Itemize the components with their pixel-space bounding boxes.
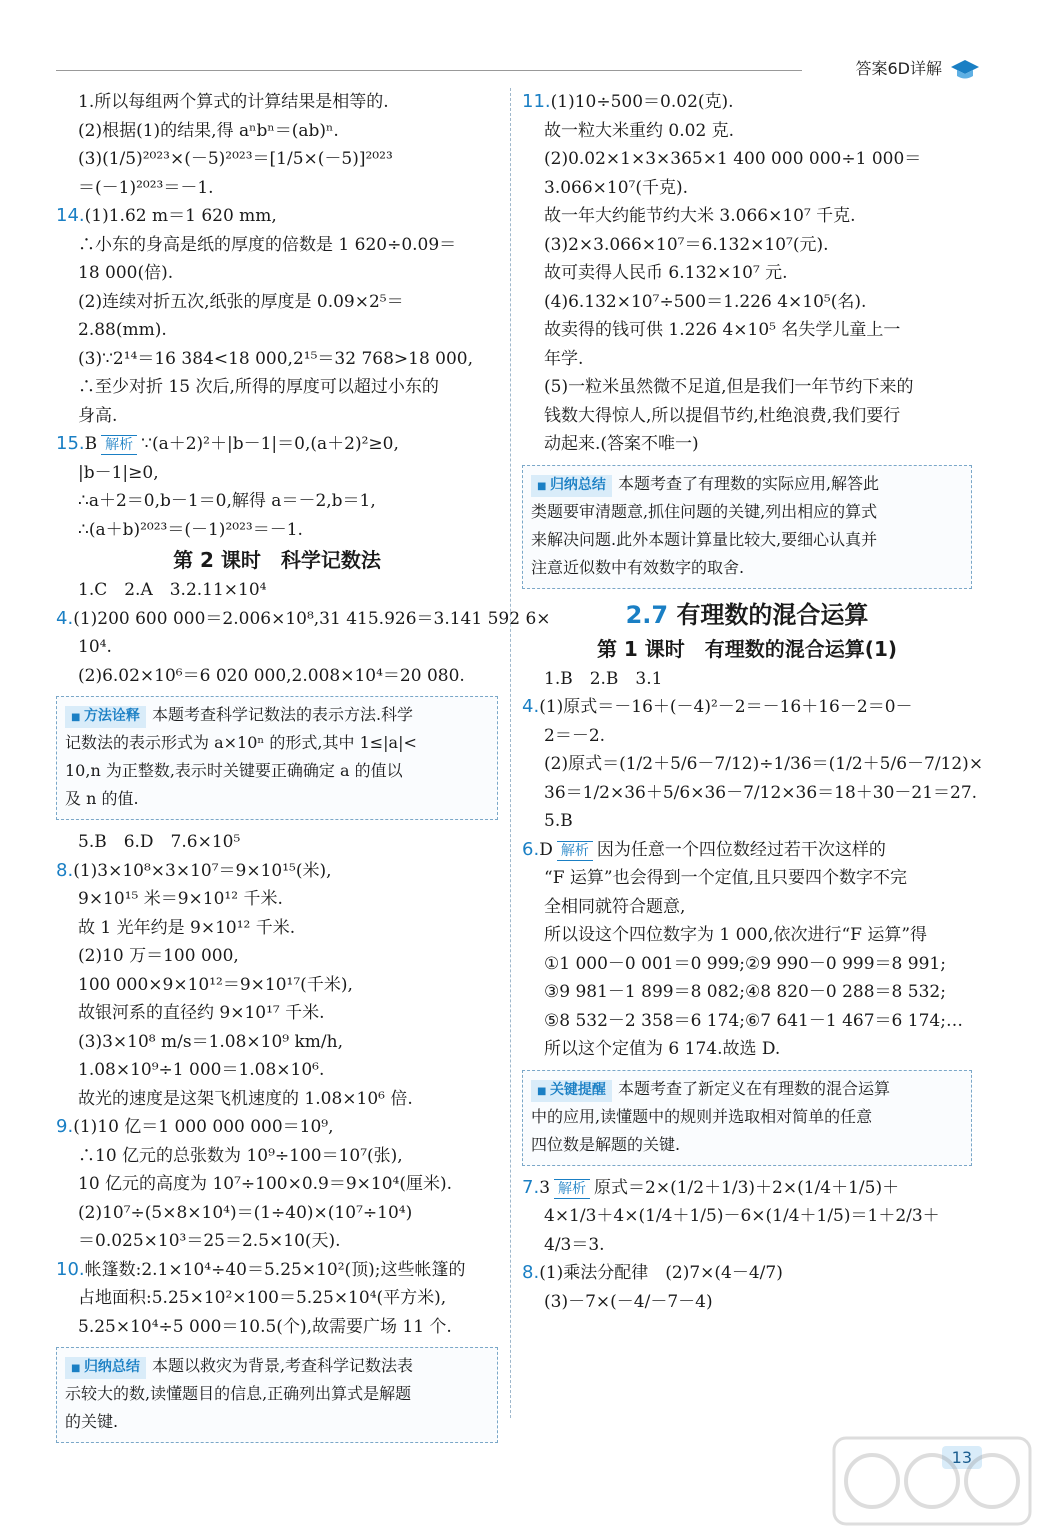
box-text: 本题考查了有理数的实际应用,解答此 bbox=[617, 473, 880, 493]
box-tag: ■ 方法诠释 bbox=[65, 706, 146, 728]
text-line bbox=[522, 1288, 972, 1317]
box-line bbox=[65, 757, 489, 785]
line-text: (2)原式＝(1/2＋5/6－7/12)÷1/36＝(1/2＋5/6－7/12)× bbox=[544, 754, 984, 774]
text-line bbox=[56, 942, 498, 971]
line-text: ⑤8 532－2 358＝6 174;⑥7 641－1 467＝6 174;… bbox=[544, 1010, 963, 1031]
line-text: (3)3×10⁸ m/s＝1.08×10⁹ km/h, bbox=[78, 1031, 344, 1052]
text-line bbox=[522, 750, 984, 779]
line-text: 故可卖得人民币 6.132×10⁷ 元. bbox=[544, 263, 788, 283]
line-text: 故一年大约能节约大米 3.066×10⁷ 千克. bbox=[544, 206, 856, 226]
box-line bbox=[65, 1352, 489, 1380]
text-line bbox=[522, 1202, 972, 1231]
line-text: 故一粒大米重约 0.02 克. bbox=[544, 120, 735, 141]
text-line bbox=[56, 373, 498, 402]
line-text: 1.08×10⁹÷1 000＝1.08×10⁶. bbox=[78, 1060, 325, 1080]
line-text: (3)∵2¹⁴＝16 384<18 000,2¹⁵＝32 768>18 000, bbox=[78, 348, 474, 369]
line-text: ∴10 亿元的总张数为 10⁹÷100＝10⁷(张), bbox=[78, 1145, 403, 1166]
question-number: 15. bbox=[56, 433, 85, 454]
line-text: “F 运算”也会得到一个定值,且只要四个数字不完 bbox=[544, 868, 907, 888]
box-line bbox=[531, 554, 963, 582]
text-line bbox=[522, 665, 972, 694]
text-line bbox=[522, 174, 972, 203]
question-number: 9. bbox=[56, 1116, 74, 1137]
text-line bbox=[56, 231, 498, 260]
box-line bbox=[531, 526, 963, 554]
line-text: 4×1/3＋4×(1/4＋1/5)－6×(1/4＋1/5)＝1＋2/3＋ bbox=[544, 1206, 940, 1226]
line-text: 5.B bbox=[544, 811, 573, 831]
text-line bbox=[522, 402, 972, 431]
text-line bbox=[522, 145, 972, 174]
text-line bbox=[56, 459, 498, 488]
line-text: 36＝1/2×36＋5/6×36－7/12×36＝18＋30－21＝27. bbox=[544, 782, 978, 803]
text-line bbox=[56, 1199, 498, 1228]
text-line bbox=[56, 88, 498, 117]
box-tag: ■ 关键提醒 bbox=[531, 1080, 612, 1102]
line-text: (2)根据(1)的结果,得 aⁿbⁿ＝(ab)ⁿ. bbox=[78, 120, 339, 141]
text-line bbox=[56, 633, 498, 662]
text-line bbox=[522, 345, 972, 374]
page-header bbox=[56, 56, 1002, 84]
line-text: 原式＝2×(1/2＋1/3)＋2×(1/4＋1/5)＋ bbox=[594, 1177, 900, 1198]
line-text: 年学. bbox=[544, 348, 584, 369]
text-line bbox=[522, 259, 972, 288]
line-text: (1)200 600 000＝2.006×10⁸,31 415.926＝3.141 592 6× bbox=[73, 608, 551, 629]
analysis-tag: 解析 bbox=[557, 841, 593, 861]
box-text: 类题要审清题意,抓住问题的关键,列出相应的算式 bbox=[531, 501, 878, 521]
chapter-name: 有理数的混合运算 bbox=[676, 600, 869, 629]
summary-note-box bbox=[56, 1347, 498, 1443]
text-line bbox=[522, 864, 972, 893]
text-line bbox=[56, 202, 498, 231]
line-text: ①1 000－0 001＝0 999;②9 990－0 999＝8 991; bbox=[544, 953, 946, 974]
box-line bbox=[531, 498, 963, 526]
text-line bbox=[522, 836, 972, 865]
section-title-right: 第 1 课时 有理数的混合运算(1) bbox=[596, 636, 898, 661]
question-number: 11. bbox=[522, 91, 551, 112]
box-text: 中的应用,读懂题中的规则并选取相对简单的任意 bbox=[531, 1106, 873, 1126]
line-text: 10 亿元的高度为 10⁷÷100×0.9＝9×10⁴(厘米). bbox=[78, 1174, 453, 1194]
answer-letter: D bbox=[539, 839, 553, 860]
text-line bbox=[56, 857, 498, 886]
question-number: 8. bbox=[56, 859, 74, 881]
line-text: 4/3＝3. bbox=[544, 1234, 605, 1255]
chapter-title bbox=[522, 597, 972, 633]
section-title-left: 第 2 课时 科学记数法 bbox=[173, 548, 381, 572]
text-line bbox=[56, 117, 498, 146]
text-line bbox=[56, 605, 551, 634]
summary-note-box-right bbox=[522, 465, 972, 589]
text-line bbox=[56, 1256, 498, 1285]
line-text: ∴a＋2＝0,b－1＝0,解得 a＝－2,b＝1, bbox=[78, 491, 376, 511]
line-text: 因为任意一个四位数经过若干次这样的 bbox=[596, 839, 886, 860]
text-line bbox=[522, 430, 972, 459]
box-line bbox=[65, 1408, 489, 1436]
text-line bbox=[522, 1035, 972, 1064]
box-text: 来解决问题.此外本题计算量比较大,要细心认真并 bbox=[531, 529, 878, 549]
line-text: (3)(1/5)²⁰²³×(－5)²⁰²³＝[1/5×(－5)]²⁰²³ bbox=[78, 149, 393, 169]
question-number: 10. bbox=[56, 1258, 85, 1280]
text-line bbox=[522, 893, 972, 922]
text-line bbox=[56, 1227, 498, 1256]
text-line bbox=[522, 288, 972, 317]
box-text: 四位数是解题的关键. bbox=[531, 1134, 681, 1154]
line-text: (1)3×10⁸×3×10⁷＝9×10¹⁵(米), bbox=[73, 860, 332, 881]
text-line bbox=[56, 288, 498, 317]
text-line bbox=[56, 1113, 498, 1142]
line-text: 全相同就符合题意, bbox=[544, 896, 686, 917]
line-text: ∵(a＋2)²＋|b－1|＝0,(a＋2)²≥0, bbox=[141, 434, 399, 454]
box-line bbox=[531, 470, 963, 498]
question-number: 14. bbox=[56, 205, 85, 226]
line-text: 2.88(mm). bbox=[78, 320, 167, 340]
answer-letter: B bbox=[84, 434, 98, 454]
line-text: 3.066×10⁷(千克). bbox=[544, 177, 689, 198]
box-text: 示较大的数,读懂题目的信息,正确列出算式是解题 bbox=[65, 1384, 412, 1403]
box-tag: ■ 归纳总结 bbox=[531, 475, 612, 497]
watermark-logo bbox=[832, 1436, 1032, 1526]
analysis-tag: 解析 bbox=[554, 1179, 590, 1199]
line-text: 动起来.(答案不唯一) bbox=[544, 434, 699, 454]
text-line bbox=[522, 1231, 972, 1260]
line-text: 10⁴. bbox=[78, 637, 112, 657]
text-line bbox=[56, 999, 498, 1028]
line-text: 占地面积:5.25×10²×100＝5.25×10⁴(平方米), bbox=[78, 1288, 447, 1308]
box-line bbox=[65, 1380, 489, 1408]
box-text: 本题以救灾为背景,考查科学记数法表 bbox=[151, 1356, 414, 1375]
text-line bbox=[56, 828, 498, 857]
text-line bbox=[56, 1028, 498, 1057]
text-line bbox=[522, 950, 972, 979]
text-line bbox=[56, 1056, 498, 1085]
line-text: (4)6.132×10⁷÷500＝1.226 4×10⁵(名). bbox=[544, 291, 867, 312]
line-text: (3)2×3.066×10⁷＝6.132×10⁷(元). bbox=[544, 234, 829, 255]
text-line bbox=[522, 807, 972, 836]
chapter-number: 2.7 bbox=[625, 600, 669, 629]
line-text: ＝0.025×10³＝25＝2.5×10(天). bbox=[78, 1231, 341, 1251]
box-text: 记数法的表示形式为 a×10ⁿ 的形式,其中 1≤|a|< bbox=[65, 733, 417, 752]
box-line bbox=[65, 701, 489, 729]
text-line bbox=[522, 231, 972, 260]
text-line bbox=[522, 978, 972, 1007]
box-line bbox=[65, 785, 489, 813]
box-line bbox=[531, 1131, 963, 1159]
line-text: ∴至少对折 15 次后,所得的厚度可以超过小东的 bbox=[78, 377, 439, 397]
line-text: ∴(a＋b)²⁰²³＝(－1)²⁰²³＝－1. bbox=[78, 519, 303, 540]
text-line bbox=[56, 487, 498, 516]
question-number: 4. bbox=[522, 696, 540, 717]
line-text: ③9 981－1 899＝8 082;④8 820－0 288＝8 532; bbox=[544, 982, 946, 1002]
text-line bbox=[56, 1085, 498, 1114]
line-text: (2)10 万＝100 000, bbox=[78, 946, 239, 966]
left-column bbox=[56, 88, 551, 1451]
text-line bbox=[522, 373, 972, 402]
line-text: 所以这个定值为 6 174.故选 D. bbox=[544, 1039, 781, 1059]
text-line bbox=[56, 971, 498, 1000]
column-divider bbox=[510, 88, 511, 1418]
box-text: 10,n 为正整数,表示时关键要正确确定 a 的值以 bbox=[65, 761, 403, 780]
line-text: 帐篷数:2.1×10⁴÷40＝5.25×10²(顶);这些帐篷的 bbox=[84, 1259, 466, 1280]
graduation-cap-icon bbox=[950, 54, 980, 84]
line-text: (2)0.02×1×3×365×1 400 000 000÷1 000＝ bbox=[544, 149, 922, 169]
text-line bbox=[56, 885, 498, 914]
text-line bbox=[522, 202, 972, 231]
answer-letter: 3 bbox=[539, 1177, 551, 1198]
box-line bbox=[65, 729, 489, 757]
line-text: 所以设这个四位数字为 1 000,依次进行“F 运算”得 bbox=[544, 925, 928, 945]
line-text: (3)－7×(－4/－7－4) bbox=[544, 1291, 713, 1312]
text-line bbox=[56, 259, 498, 288]
question-number: 4. bbox=[56, 607, 74, 629]
line-text: 1.B 2.B 3.1 bbox=[544, 668, 663, 689]
line-text: (1)10÷500＝0.02(克). bbox=[550, 92, 734, 112]
line-text: 身高. bbox=[78, 405, 118, 426]
line-text: (1)1.62 m＝1 620 mm, bbox=[84, 206, 277, 226]
line-text: 18 000(倍). bbox=[78, 263, 174, 283]
text-line bbox=[522, 693, 972, 722]
line-text: |b－1|≥0, bbox=[78, 462, 159, 483]
line-text: 故光的速度是这架飞机速度的 1.08×10⁶ 倍. bbox=[78, 1088, 413, 1109]
line-text: 1.C 2.A 3.2.11×10⁴ bbox=[78, 580, 267, 600]
text-line bbox=[56, 430, 498, 459]
text-line bbox=[522, 1007, 972, 1036]
box-line bbox=[531, 1103, 963, 1131]
line-text: 1.所以每组两个算式的计算结果是相等的. bbox=[78, 92, 389, 112]
analysis-tag: 解析 bbox=[101, 435, 137, 455]
line-text: 9×10¹⁵ 米＝9×10¹² 千米. bbox=[78, 889, 283, 909]
line-text: (1)10 亿＝1 000 000 000＝10⁹, bbox=[73, 1117, 334, 1137]
line-text: 100 000×9×10¹²＝9×10¹⁷(千米), bbox=[78, 974, 353, 995]
question-number: 8. bbox=[522, 1262, 540, 1283]
text-line bbox=[56, 145, 498, 174]
line-text: (2)10⁷÷(5×8×10⁴)＝(1÷40)×(10⁷÷10⁴) bbox=[78, 1202, 413, 1223]
box-tag: ■ 归纳总结 bbox=[65, 1357, 146, 1379]
line-text: (2)连续对折五次,纸张的厚度是 0.09×2⁵＝ bbox=[78, 291, 404, 312]
header-title: 答案6D详解 bbox=[855, 59, 942, 78]
box-text: 及 n 的值. bbox=[65, 789, 139, 808]
text-line bbox=[56, 516, 498, 545]
header-rule bbox=[56, 70, 802, 71]
text-line bbox=[56, 1142, 498, 1171]
text-line bbox=[522, 88, 972, 117]
text-line bbox=[56, 662, 498, 691]
text-line bbox=[522, 1259, 972, 1288]
line-text: 5.25×10⁴÷5 000＝10.5(个),故需要广场 11 个. bbox=[78, 1316, 452, 1337]
line-text: 2＝－2. bbox=[544, 725, 606, 746]
text-line bbox=[522, 1174, 972, 1203]
box-text: 本题考查了新定义在有理数的混合运算 bbox=[617, 1078, 890, 1098]
line-text: 故银河系的直径约 9×10¹⁷ 千米. bbox=[78, 1003, 325, 1023]
box-text: 本题考查科学记数法的表示方法.科学 bbox=[151, 705, 414, 724]
text-line bbox=[56, 316, 498, 345]
right-column bbox=[522, 88, 984, 1316]
key-reminder-box bbox=[522, 1070, 972, 1166]
line-text: 故 1 光年约是 9×10¹² 千米. bbox=[78, 917, 296, 938]
text-line bbox=[522, 117, 972, 146]
box-line bbox=[531, 1075, 963, 1103]
text-line bbox=[56, 914, 498, 943]
text-line bbox=[522, 779, 978, 808]
text-line bbox=[56, 576, 498, 605]
box-text: 的关键. bbox=[65, 1412, 119, 1431]
line-text: (5)一粒米虽然微不足道,但是我们一年节约下来的 bbox=[544, 377, 914, 397]
line-text: (1)原式＝－16＋(－4)²－2＝－16＋16－2＝0－ bbox=[539, 697, 913, 717]
text-line bbox=[522, 722, 972, 751]
text-line bbox=[56, 345, 498, 374]
question-number: 7. bbox=[522, 1176, 540, 1198]
text-line bbox=[56, 1284, 498, 1313]
line-text: ＝(－1)²⁰²³＝－1. bbox=[78, 177, 214, 198]
line-text: (2)6.02×10⁶＝6 020 000,2.008×10⁴＝20 080. bbox=[78, 665, 465, 686]
line-text: 故卖得的钱可供 1.226 4×10⁵ 名失学儿童上一 bbox=[544, 320, 901, 340]
line-text: 钱数大得惊人,所以提倡节约,杜绝浪费,我们要行 bbox=[544, 405, 901, 426]
page-number: 13 bbox=[942, 1446, 982, 1469]
text-line bbox=[522, 921, 972, 950]
line-text: (1)乘法分配律 (2)7×(4－4/7) bbox=[539, 1263, 783, 1283]
text-line bbox=[56, 1170, 498, 1199]
text-line bbox=[56, 402, 498, 431]
text-line bbox=[522, 316, 972, 345]
method-note-box bbox=[56, 696, 498, 820]
text-line bbox=[56, 1313, 498, 1342]
line-text: ∴小东的身高是纸的厚度的倍数是 1 620÷0.09＝ bbox=[78, 234, 457, 255]
box-text: 注意近似数中有效数字的取舍. bbox=[531, 557, 745, 577]
line-text: 5.B 6.D 7.6×10⁵ bbox=[78, 832, 241, 852]
question-number: 6. bbox=[522, 838, 540, 860]
text-line bbox=[56, 174, 498, 203]
